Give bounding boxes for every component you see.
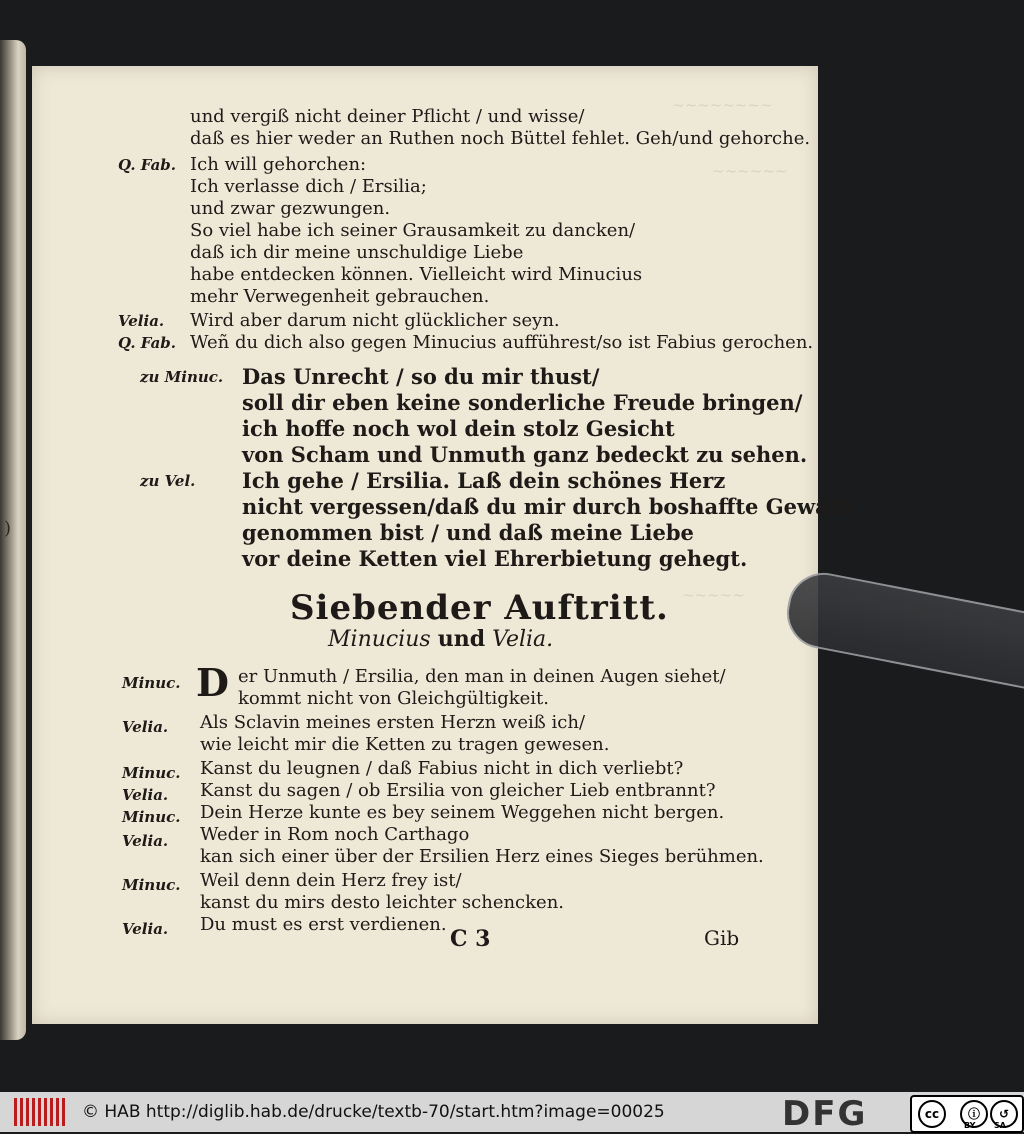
text-line: und zwar gezwungen. <box>190 198 391 219</box>
text-line: daß es hier weder an Ruthen noch Büttel fehlet. Geh/und gehorche. <box>190 128 811 149</box>
book-page <box>32 66 855 1024</box>
text-line: Als Sclavin meines ersten Herzn weiß ich/ <box>200 712 586 733</box>
text-line: So viel habe ich seiner Grausamkeit zu dancken/ <box>190 220 636 241</box>
speaker-label: Q. Fab. <box>118 156 177 174</box>
text-line: Ich verlasse dich / Ersilia; <box>190 176 427 197</box>
text-line: Ich will gehorchen: <box>190 154 367 175</box>
previous-page-edge <box>0 40 26 1040</box>
text-line: Weder in Rom noch Carthago <box>200 824 470 845</box>
dfg-logo: DFG <box>782 1094 868 1134</box>
speaker-label: Velia. <box>122 718 169 736</box>
scene-characters <box>328 626 553 652</box>
speaker-label: Velia. <box>122 786 169 804</box>
signature-mark: C 3 <box>450 926 491 952</box>
text-line: Du must es erst verdienen. <box>200 914 447 935</box>
cc-license-badge[interactable] <box>910 1095 1024 1133</box>
speaker-label: zu Vel. <box>140 472 196 490</box>
text-line: und vergiß nicht deiner Pflicht / und wisse/ <box>190 106 585 127</box>
text-line: Das Unrecht / so du mir thust/ <box>242 364 600 389</box>
attribution-icon: ⓘ <box>960 1100 988 1128</box>
text-line: mehr Verwegenheit gebrauchen. <box>190 286 490 307</box>
text-line: nicht vergessen/daß du mir durch boshaffte Gewalt/ <box>242 494 855 519</box>
bleed-through: ~~~~~~~~ <box>672 96 773 114</box>
character-name: Minucius <box>328 627 431 652</box>
text-line: genommen bist / und daß meine Liebe <box>242 520 694 545</box>
share-alike-icon: ↺ <box>990 1100 1018 1128</box>
text-line: kan sich einer über der Ersilien Herz eines Sieges berühmen. <box>200 846 764 867</box>
text-line: Weñ du dich also gegen Minucius aufführest/so ist Fabius gerochen. <box>190 332 814 353</box>
speaker-label: Velia. <box>122 920 169 938</box>
bleed-through: ~~~~~~ <box>712 162 788 180</box>
text-line: kommt nicht von Gleichgültigkeit. <box>238 688 550 709</box>
scene-heading: Siebender Auftritt. <box>290 588 669 628</box>
text-line: daß ich dir meine unschuldige Liebe <box>190 242 524 263</box>
sa-label: SA <box>994 1121 1006 1130</box>
speaker-label: Velia. <box>122 832 169 850</box>
speaker-label: Minuc. <box>122 764 181 782</box>
margin-mark: ) <box>4 518 12 539</box>
text-line: kanst du mirs desto leichter schencken. <box>200 892 565 913</box>
speaker-label: zu Minuc. <box>140 368 224 386</box>
bleed-through: ~~~~~ <box>682 586 745 604</box>
text-line: von Scham und Unmuth ganz bedeckt zu sehen. <box>242 442 808 467</box>
barcode-icon <box>14 1098 68 1126</box>
text-line: vor deine Ketten viel Ehrerbietung gehegt. <box>242 546 748 571</box>
speaker-label: Velia. <box>118 312 165 330</box>
text-line: Ich gehe / Ersilia. Laß dein schönes Herz <box>242 468 726 493</box>
conjunction: und <box>437 626 486 652</box>
copyright-link[interactable]: © HAB http://diglib.hab.de/drucke/textb-70/start.htm?image=00025 <box>82 1102 665 1122</box>
by-label: BY <box>964 1121 976 1130</box>
character-name: Velia. <box>492 627 554 652</box>
catchword: Gib <box>704 926 740 950</box>
text-line: Weil denn dein Herz frey ist/ <box>200 870 462 891</box>
speaker-label: Minuc. <box>122 674 181 692</box>
text-line: Kanst du leugnen / daß Fabius nicht in dich verliebt? <box>200 758 684 779</box>
speaker-label: Minuc. <box>122 876 181 894</box>
text-line: Wird aber darum nicht glücklicher seyn. <box>190 310 560 331</box>
text-line: Dein Herze kunte es bey seinem Weggehen nicht bergen. <box>200 802 725 823</box>
text-line: er Unmuth / Ersilia, den man in deinen Augen siehet/ <box>238 666 726 687</box>
cc-icon: cc <box>918 1100 946 1128</box>
text-line: soll dir eben keine sonderliche Freude bringen/ <box>242 390 803 415</box>
footer-bar <box>0 1092 1024 1132</box>
text-line: ich hoffe noch wol dein stolz Gesicht <box>242 416 675 441</box>
text-line: wie leicht mir die Ketten zu tragen gewesen. <box>200 734 610 755</box>
speaker-label: Minuc. <box>122 808 181 826</box>
speaker-label: Q. Fab. <box>118 334 177 352</box>
text-line: Kanst du sagen / ob Ersilia von gleicher Lieb entbrannt? <box>200 780 716 801</box>
text-line: habe entdecken können. Vielleicht wird Minucius <box>190 264 643 285</box>
drop-capital: D <box>196 660 229 705</box>
